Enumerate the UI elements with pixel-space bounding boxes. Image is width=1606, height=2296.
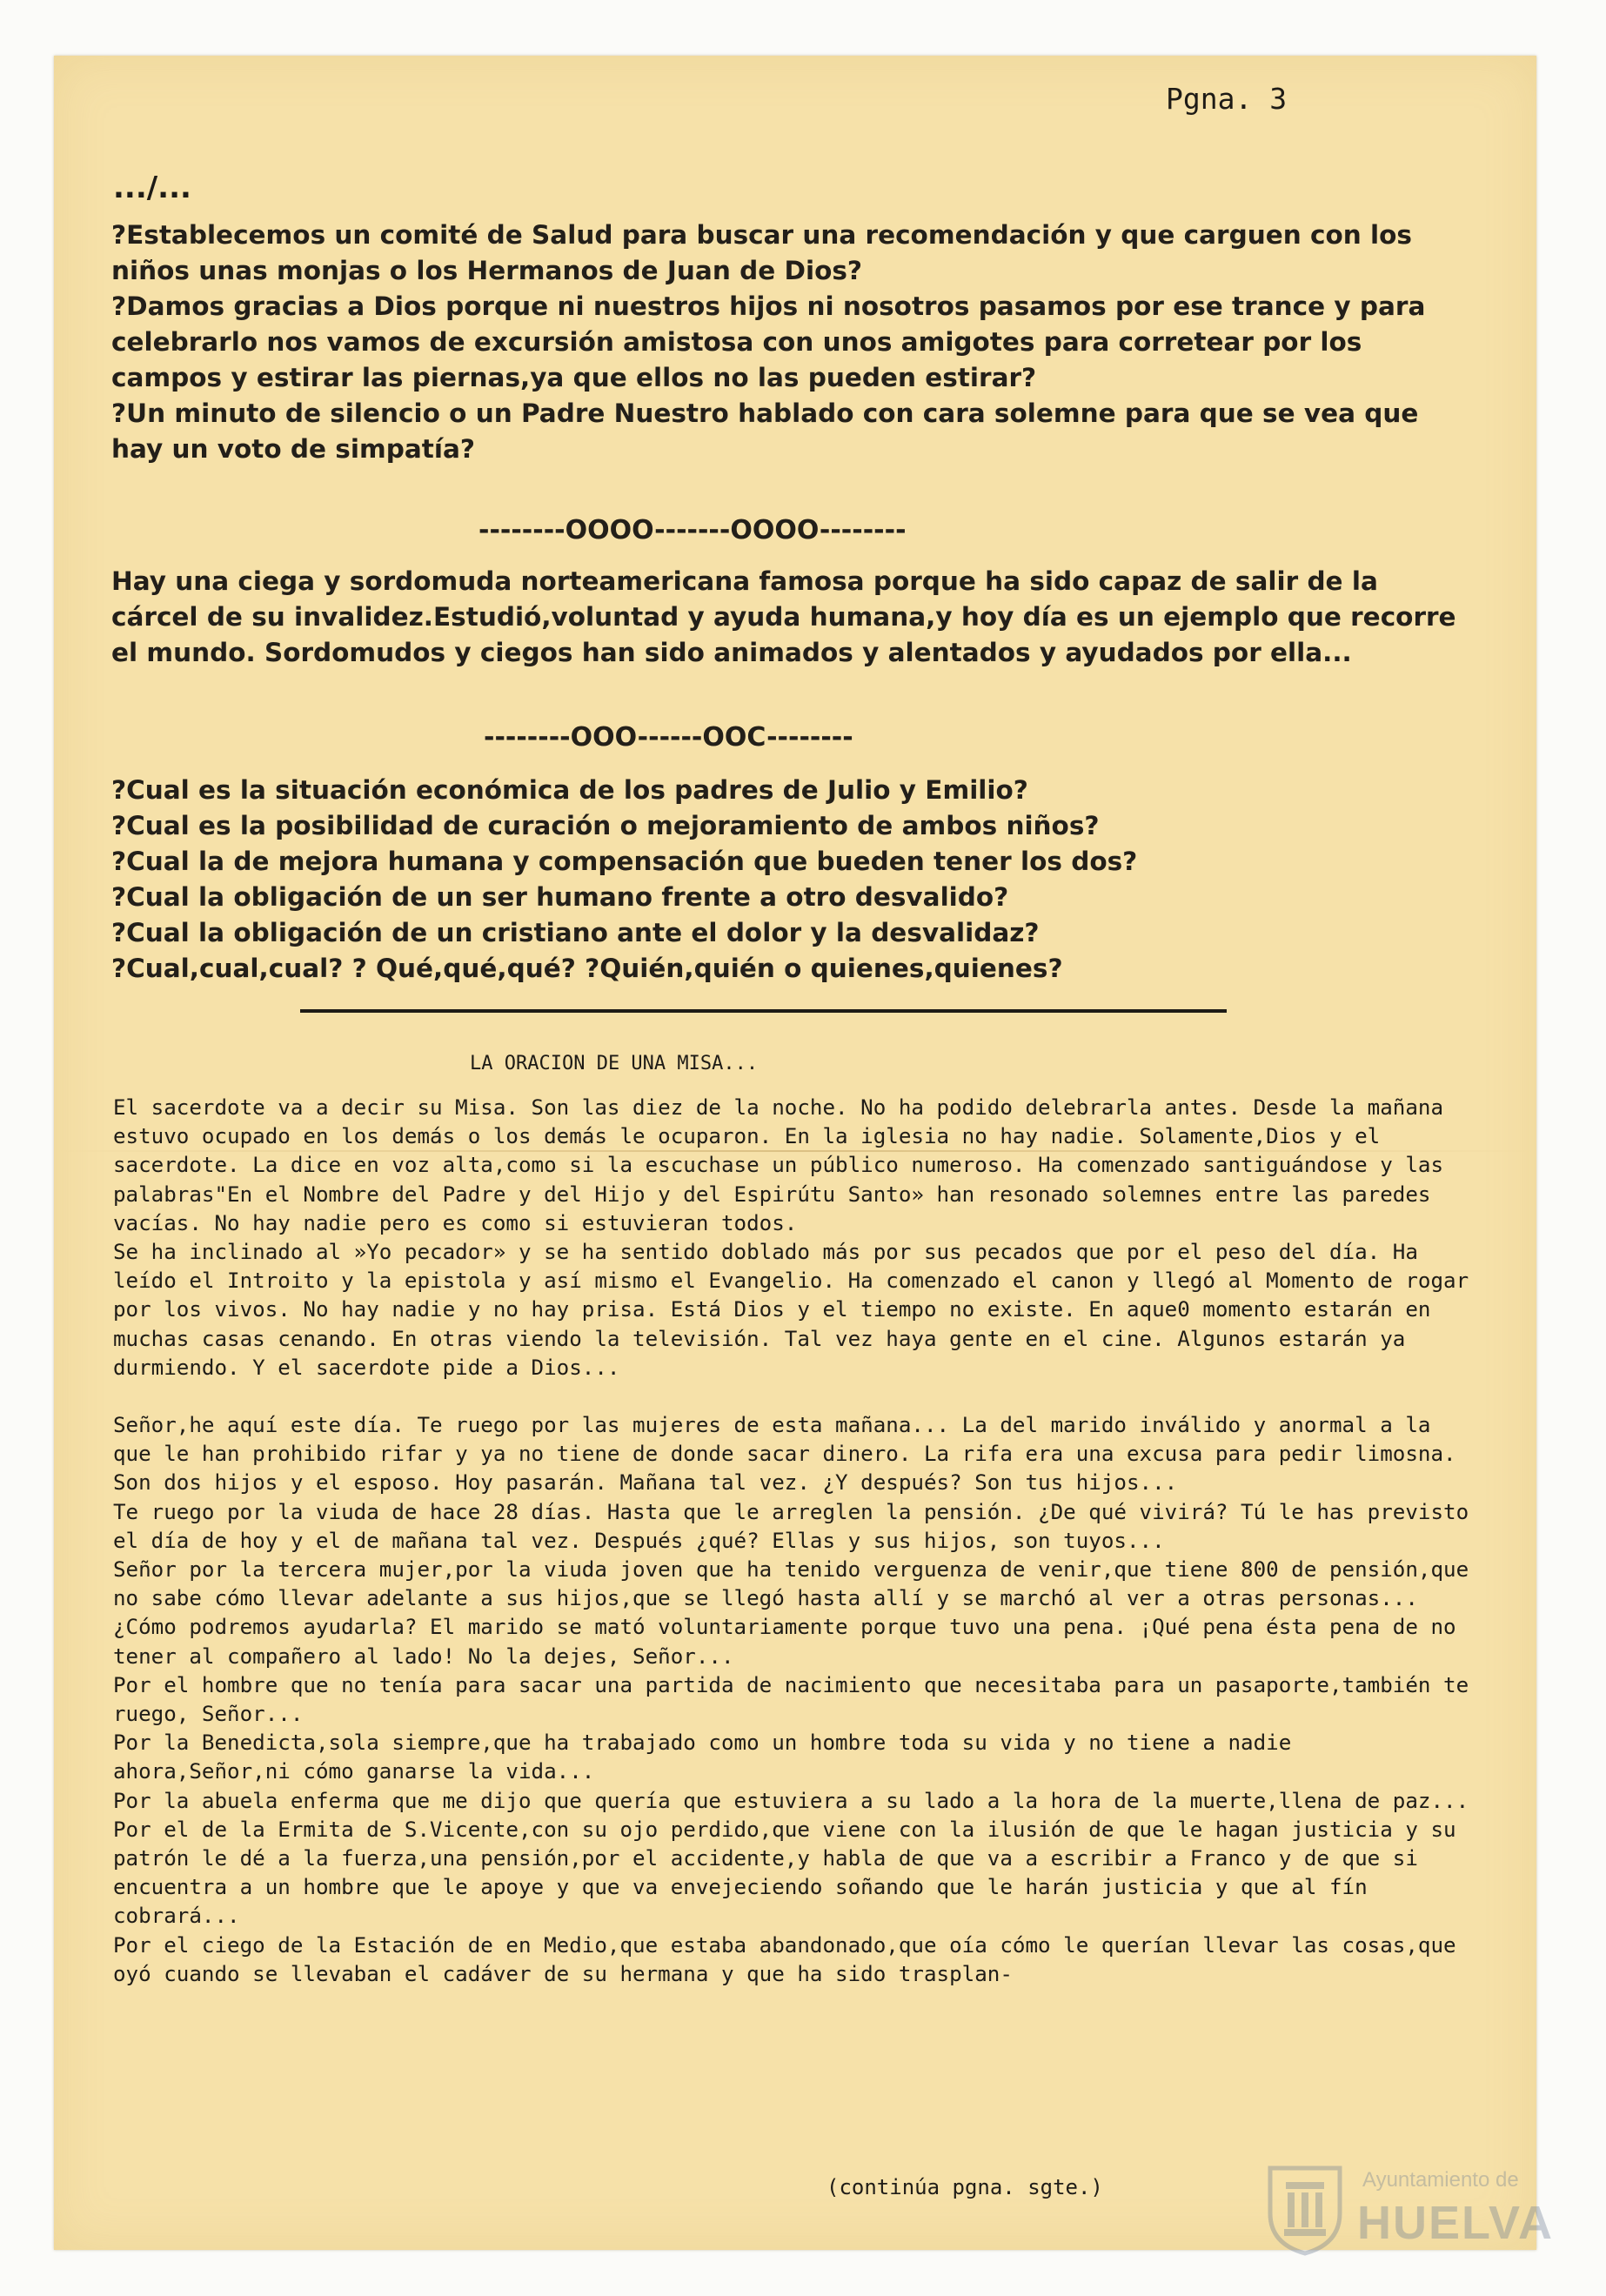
questions-block-2 [111, 773, 1469, 987]
misa-paragraph: Por la abuela enferma que me dijo que quería que estuviera a su lado a la hora de la muerte,llena de paz... [113, 1788, 1469, 1813]
paragraph-gap [113, 1382, 1479, 1411]
watermark [1253, 2158, 1554, 2262]
misa-paragraph: Por el de la Ermita de S.Vicente,con su ojo perdido,que viene con la ilusión de que le hagan justicia y su patrón le dé a la fuerza,una pensión,por el accidente,y habla de que va a escribir a Franco y de que si encuentra a un hombre que le apoye y que va envejeciendo soñando que le harán justicia y que al fín cobrará... [113, 1817, 1456, 1929]
questions-block [111, 218, 1469, 467]
question-line: ?Cual la de mejora humana y compensación que bueden tener los dos? [111, 847, 1138, 876]
page-number: Pgna. 3 [1166, 82, 1288, 116]
coat-of-arms-icon [1261, 2161, 1348, 2257]
question-line: ?Cual,cual,cual? ? Qué,qué,qué? ?Quién,quién o quienes,quienes? [111, 954, 1063, 983]
misa-paragraph: Por la Benedicta,sola siempre,que ha trabajado como un hombre toda su vida y no tiene a nadie ahora,Señor,ni cómo ganarse la vida... [113, 1730, 1292, 1784]
continuation-mark: .../... [113, 171, 191, 205]
misa-text-block [113, 1094, 1479, 1989]
question-line: ?Cual la obligación de un cristiano ante el dolor y la desvalidaz? [111, 918, 1040, 947]
section-title: LA ORACION DE UNA MISA... [470, 1053, 759, 1074]
question-paragraph: ?Damos gracias a Dios porque ni nuestros hijos ni nosotros pasamos por ese trance y para celebrarlo nos vamos de excursión amistosa con unos amigotes para corretear por los campos y estirar las piernas,ya que ellos no las pueden estirar? [111, 291, 1426, 392]
misa-paragraph: Señor,he aquí este día. Te ruego por las mujeres de esta mañana... La del marido inválido y anormal a la que le han prohibido rifar y ya no tiene de donde sacar dinero. La rifa era una excusa para pedir limosna. Son dos hijos y el esposo. Hoy pasarán. Mañana tal vez. ¿Y después? Son tus hijos... [113, 1413, 1456, 1496]
watermark-line1: Ayuntamiento de [1362, 2168, 1519, 2192]
misa-paragraph: Señor por la tercera mujer,por la viuda joven que ha tenido verguenza de venir,que tiene 800 de pensión,que no sabe cómo llevar adelante a sus hijos,que se llegó hasta allí y se marchó al ver a otras personas... ¿Cómo podremos ayudarla? El marido se mató voluntariamente porque tuvo una pena. ¡Qué pena ésta pena de no tener al compañero al lado! No la dejes, Señor... [113, 1557, 1469, 1669]
question-line: ?Cual es la posibilidad de curación o mejoramiento de ambos niños? [111, 811, 1100, 840]
misa-paragraph: Por el ciego de la Estación de en Medio,que estaba abandonado,que oía cómo le querían llevar las cosas,que oyó cuando se llevaban el cadáver de su hermana y que ha sido trasplan- [113, 1932, 1456, 1986]
ciega-paragraph-block [111, 564, 1469, 671]
misa-paragraph: El sacerdote va a decir su Misa. Son las diez de la noche. No ha podido delebrarla antes. Desde la mañana estuvo ocupado en los demás o los demás le ocuparon. En la iglesia no hay nadie. Solamente,Dios y el sacerdote. La dice en voz alta,como si la escuchase un público numeroso. Ha comenzado santiguándose y las palabras"En el Nombre del Padre y del Hijo y del Espirútu Santo» han resonado solemnes entre las paredes vacías. No hay nadie pero es como si estuvieran todos. [113, 1095, 1444, 1235]
question-line: ?Cual la obligación de un ser humano frente a otro desvalido? [111, 882, 1009, 912]
ciega-paragraph: Hay una ciega y sordomuda norteamericana famosa porque ha sido capaz de salir de la cárcel de su invalidez.Estudió,voluntad y ayuda humana,y hoy día es un ejemplo que recorre el mundo. Sordomudos y ciegos han sido animados y alentados y ayudados por ella... [111, 566, 1456, 667]
question-paragraph: ?Un minuto de silencio o un Padre Nuestro hablado con cara solemne para que se vea que hay un voto de simpatía? [111, 398, 1419, 464]
misa-paragraph: Por el hombre que no tenía para sacar una partida de nacimiento que necesitaba para un pasaporte,también te ruego, Señor... [113, 1672, 1469, 1727]
separator-line: --------OOO------OOC-------- [484, 722, 853, 753]
continuation-note: (continúa pgna. sgte.) [826, 2175, 1103, 2199]
watermark-line2: HUELVA [1357, 2197, 1554, 2249]
misa-paragraph: Se ha inclinado al »Yo pecador» y se ha sentido doblado más por sus pecados que por el peso del día. Ha leído el Introito y la epistola y así mismo el Evangelio. Ha comenzado el canon y llegó al Momento de rogar por los vivos. No hay nadie y no hay prisa. Está Dios y el tiempo no existe. En aque0 momento estarán en muchas casas cenando. En otras viendo la televisión. Tal vez haya gente en el cine. Algunos estarán ya durmiendo. Y el sacerdote pide a Dios... [113, 1240, 1469, 1380]
horizontal-rule [300, 1009, 1227, 1013]
separator-line: --------OOOO-------OOOO-------- [478, 515, 907, 546]
question-line: ?Cual es la situación económica de los padres de Julio y Emilio? [111, 775, 1028, 805]
misa-paragraph: Te ruego por la viuda de hace 28 días. Hasta que le arreglen la pensión. ¿De qué vivirá? Tú le has previsto el día de hoy y el de mañana tal vez. Después ¿qué? Ellas y sus hijos, son tuyos... [113, 1499, 1469, 1553]
question-paragraph: ?Establecemos un comité de Salud para buscar una recomendación y que carguen con los niños unas monjas o los Hermanos de Juan de Dios? [111, 220, 1412, 285]
